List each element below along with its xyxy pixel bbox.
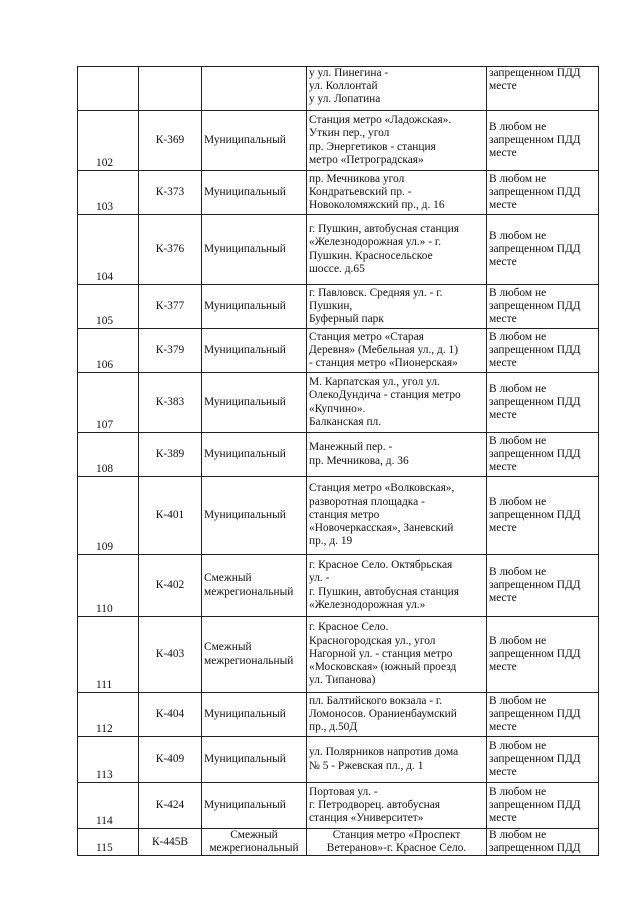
- table-row: [78, 373, 599, 433]
- route-path-line: Нагорной ул. - станция метро: [309, 647, 453, 660]
- stop-location-line: месте: [489, 357, 517, 370]
- route-path-line: пр., д. 19: [309, 535, 353, 548]
- row-number: [78, 67, 139, 111]
- route-path: [307, 111, 487, 171]
- stop-location-line: запрещенном ПДД: [489, 343, 581, 356]
- route-type-line: Муниципальный: [204, 508, 286, 521]
- stop-location-line: запрещенном ПДД: [489, 299, 581, 312]
- stop-location-line: В любом не: [489, 229, 547, 242]
- stop-location: [487, 433, 599, 477]
- route-path-line: «Железнодорожная ул.» - г.: [309, 236, 442, 249]
- route-code: К-389: [139, 433, 202, 477]
- row-number: 112: [78, 693, 139, 737]
- stop-location-line: В любом не: [489, 694, 547, 707]
- route-path-line: Буферный парк: [309, 313, 384, 326]
- route-path-line: г. Красное Село.: [309, 621, 389, 634]
- row-number: 110: [78, 555, 139, 617]
- stop-location: [487, 477, 599, 555]
- route-path-line: Балканская пл.: [309, 415, 382, 428]
- stop-location-line: В любом не: [489, 634, 547, 647]
- route-type-line: Муниципальный: [204, 447, 286, 460]
- route-type-line: межрегиональный: [204, 654, 294, 667]
- row-number: 115: [78, 829, 139, 856]
- stop-location-line: месте: [489, 661, 517, 674]
- route-path: [307, 433, 487, 477]
- route-code: К-403: [139, 617, 202, 693]
- stop-location-line: месте: [489, 592, 517, 605]
- route-code: К-404: [139, 693, 202, 737]
- route-path: [307, 215, 487, 285]
- routes-table-body: [78, 67, 599, 856]
- stop-location-line: запрещенном ПДД: [489, 647, 581, 660]
- row-number: 102: [78, 111, 139, 171]
- route-path: [307, 555, 487, 617]
- route-path-line: Новоколомяжский пр., д. 16: [309, 199, 445, 212]
- stop-location-line: месте: [489, 721, 517, 734]
- stop-location: [487, 215, 599, 285]
- route-path-line: пр. Мечникова угол: [309, 172, 405, 185]
- stop-location-line: месте: [489, 80, 517, 93]
- stop-location-line: В любом не: [489, 434, 547, 447]
- stop-location-line: месте: [489, 461, 517, 474]
- route-path-line: «Железнодорожная ул.»: [309, 598, 426, 611]
- route-path: [307, 693, 487, 737]
- route-path: [307, 171, 487, 215]
- route-path: [307, 737, 487, 783]
- stop-location: [487, 737, 599, 783]
- route-type: [202, 829, 307, 856]
- stop-location-line: запрещенном ПДД: [489, 447, 581, 460]
- stop-location: [487, 373, 599, 433]
- stop-location-line: запрещенном ПДД: [489, 508, 581, 521]
- route-type: [202, 215, 307, 285]
- route-code: К-383: [139, 373, 202, 433]
- route-type-line: Муниципальный: [204, 242, 286, 255]
- stop-location-line: В любом не: [489, 829, 547, 841]
- route-path-line: ул. Типанова): [309, 674, 376, 687]
- stop-location-line: В любом не: [489, 382, 547, 395]
- stop-location-line: месте: [489, 812, 517, 825]
- table-row: [78, 171, 599, 215]
- stop-location-line: В любом не: [489, 495, 547, 508]
- route-path-line: пр., д.50Д: [309, 721, 358, 734]
- stop-location-line: В любом не: [489, 739, 547, 752]
- route-type: [202, 737, 307, 783]
- stop-location-line: запрещенном ПДД: [489, 242, 581, 255]
- route-type: [202, 477, 307, 555]
- route-path-line: пр. Энергетиков - станция: [309, 140, 436, 153]
- table-row: [78, 111, 599, 171]
- route-type: [202, 329, 307, 373]
- route-path: [307, 783, 487, 829]
- stop-location-line: запрещенном ПДД: [489, 752, 581, 765]
- stop-location-line: запрещенном ПДД: [489, 578, 581, 591]
- stop-location-line: запрещенном ПДД: [489, 67, 581, 79]
- route-path-line: Пушкин,: [309, 299, 353, 312]
- route-path-line: метро «Петроградская»: [309, 153, 424, 166]
- stop-location-line: месте: [489, 147, 517, 160]
- route-path-line: у ул. Пинегина -: [309, 67, 389, 79]
- route-type-line: Муниципальный: [204, 395, 286, 408]
- stop-location: [487, 171, 599, 215]
- stop-location-line: месте: [489, 766, 517, 779]
- route-type: [202, 67, 307, 111]
- row-number: 106: [78, 329, 139, 373]
- route-path-line: станция метро: [309, 508, 380, 521]
- row-number: 109: [78, 477, 139, 555]
- stop-location: [487, 783, 599, 829]
- route-path-line: г. Павловск. Средняя ул. - г.: [309, 286, 443, 299]
- route-path-line: Ветеранов»-г. Красное Село.: [326, 842, 467, 855]
- route-path-line: г. Красное Село. Октябрьская: [309, 559, 453, 572]
- route-code: К-424: [139, 783, 202, 829]
- stop-location-line: В любом не: [489, 172, 547, 185]
- table-row: [78, 329, 599, 373]
- stop-location-line: запрещенном ПДД: [489, 707, 581, 720]
- route-code: К-409: [139, 737, 202, 783]
- route-code: К-376: [139, 215, 202, 285]
- route-path-line: - станция метро «Пионерская»: [309, 357, 458, 370]
- table-row: [78, 215, 599, 285]
- route-type: [202, 433, 307, 477]
- route-path-line: Деревня» (Мебельная ул., д. 1): [309, 343, 459, 356]
- route-path-line: Кондратьевский пр. -: [309, 185, 412, 198]
- route-type-line: Муниципальный: [204, 299, 286, 312]
- route-type-line: Муниципальный: [204, 707, 286, 720]
- route-path-line: шоссе. д.65: [309, 262, 365, 275]
- route-type-line: Муниципальный: [204, 752, 286, 765]
- route-path-line: ул. Полярников напротив дома: [309, 746, 459, 759]
- row-number: 107: [78, 373, 139, 433]
- route-path: [307, 67, 487, 111]
- route-type-line: Смежный: [204, 572, 252, 585]
- route-path-line: «Купчино».: [309, 402, 366, 415]
- row-number: 104: [78, 215, 139, 285]
- stop-location: [487, 329, 599, 373]
- route-path-line: пл. Балтийского вокзала - г.: [309, 694, 443, 707]
- stop-location: [487, 111, 599, 171]
- route-path-line: ул. Коллонтай: [309, 80, 378, 93]
- table-row: [78, 737, 599, 783]
- stop-location-line: В любом не: [489, 785, 547, 798]
- route-type: [202, 285, 307, 329]
- route-path-line: № 5 - Ржевская пл., д. 1: [309, 759, 424, 772]
- route-path: [307, 285, 487, 329]
- route-path-line: Станция метро «Ладожская».: [309, 114, 452, 127]
- route-path-line: г. Петродворец. автобусная: [309, 798, 441, 811]
- route-path-line: Красногородская ул., угол: [309, 634, 436, 647]
- route-type-line: Муниципальный: [204, 343, 286, 356]
- routes-table: [77, 66, 599, 856]
- stop-location-line: месте: [489, 313, 517, 326]
- row-number: 113: [78, 737, 139, 783]
- row-number: 103: [78, 171, 139, 215]
- route-path-line: «Московская» (южный проезд: [309, 661, 457, 674]
- route-type-line: Муниципальный: [204, 798, 286, 811]
- route-path-line: станция «Университет»: [309, 812, 424, 825]
- table-row: [78, 617, 599, 693]
- stop-location: [487, 617, 599, 693]
- stop-location: [487, 285, 599, 329]
- route-code: К-402: [139, 555, 202, 617]
- route-code: [139, 67, 202, 111]
- stop-location: [487, 67, 599, 111]
- table-row: [78, 433, 599, 477]
- stop-location: [487, 829, 599, 856]
- table-row: [78, 693, 599, 737]
- stop-location-line: запрещенном ПДД: [489, 395, 581, 408]
- route-path-line: у ул. Лопатина: [309, 93, 381, 106]
- stop-location-line: В любом не: [489, 330, 547, 343]
- route-path: [307, 477, 487, 555]
- route-path-line: ул. -: [309, 572, 330, 585]
- row-number: 111: [78, 617, 139, 693]
- route-path-line: разворотная площадка -: [309, 495, 425, 508]
- route-path-line: Ломоносов. Ораниенбаумский: [309, 707, 457, 720]
- table-row: [78, 285, 599, 329]
- route-code: К-373: [139, 171, 202, 215]
- route-type: [202, 555, 307, 617]
- stop-location-line: месте: [489, 256, 517, 269]
- stop-location-line: В любом не: [489, 286, 547, 299]
- route-type: [202, 171, 307, 215]
- table-row: [78, 829, 599, 856]
- stop-location-line: запрещенном ПДД: [489, 798, 581, 811]
- route-type: [202, 783, 307, 829]
- route-path: [307, 329, 487, 373]
- stop-location-line: запрещенном ПДД: [489, 842, 581, 855]
- table-row: [78, 783, 599, 829]
- route-code: К-445В: [139, 829, 202, 856]
- route-path-line: г. Пушкин, автобусная станция: [309, 585, 459, 598]
- route-type-line: межрегиональный: [204, 585, 294, 598]
- route-path-line: Станция метро «Волковская»,: [309, 482, 455, 495]
- row-number: 114: [78, 783, 139, 829]
- route-path-line: Портовая ул. -: [309, 785, 378, 798]
- route-type: [202, 693, 307, 737]
- route-path-line: «Новочеркасская», Заневский: [309, 522, 454, 535]
- route-type: [202, 111, 307, 171]
- route-path-line: ОлекоДундича - станция метро: [309, 389, 461, 402]
- stop-location-line: месте: [489, 522, 517, 535]
- row-number: 108: [78, 433, 139, 477]
- stop-location-line: запрещенном ПДД: [489, 185, 581, 198]
- table-row: [78, 555, 599, 617]
- route-path-line: г. Пушкин, автобусная станция: [309, 223, 459, 236]
- route-type-line: Смежный: [230, 829, 278, 841]
- stop-location-line: месте: [489, 199, 517, 212]
- route-path-line: Станция метро «Проспект: [332, 829, 461, 841]
- stop-location-line: В любом не: [489, 565, 547, 578]
- route-type-line: Муниципальный: [204, 185, 286, 198]
- route-code: К-401: [139, 477, 202, 555]
- table-row: [78, 477, 599, 555]
- route-path-line: пр. Мечникова, д. 36: [309, 454, 409, 467]
- route-path: [307, 829, 487, 856]
- route-code: К-379: [139, 329, 202, 373]
- stop-location: [487, 693, 599, 737]
- route-type-line: межрегиональный: [209, 842, 299, 855]
- route-type: [202, 617, 307, 693]
- stop-location-line: запрещенном ПДД: [489, 133, 581, 146]
- route-path-line: Пушкин. Красносельское: [309, 249, 433, 262]
- route-path-line: Уткин пер., угол: [309, 127, 390, 140]
- route-path-line: Станция метро «Старая: [309, 330, 424, 343]
- stop-location: [487, 555, 599, 617]
- table-row: [78, 67, 599, 111]
- stop-location-line: месте: [489, 409, 517, 422]
- route-type-line: Муниципальный: [204, 133, 286, 146]
- route-code: К-377: [139, 285, 202, 329]
- route-type-line: Смежный: [204, 641, 252, 654]
- route-path-line: М. Карпатская ул., угол ул.: [309, 376, 440, 389]
- route-path-line: Манежный пер. -: [309, 441, 393, 454]
- route-path: [307, 617, 487, 693]
- route-code: К-369: [139, 111, 202, 171]
- route-path: [307, 373, 487, 433]
- route-type: [202, 373, 307, 433]
- stop-location-line: В любом не: [489, 120, 547, 133]
- row-number: 105: [78, 285, 139, 329]
